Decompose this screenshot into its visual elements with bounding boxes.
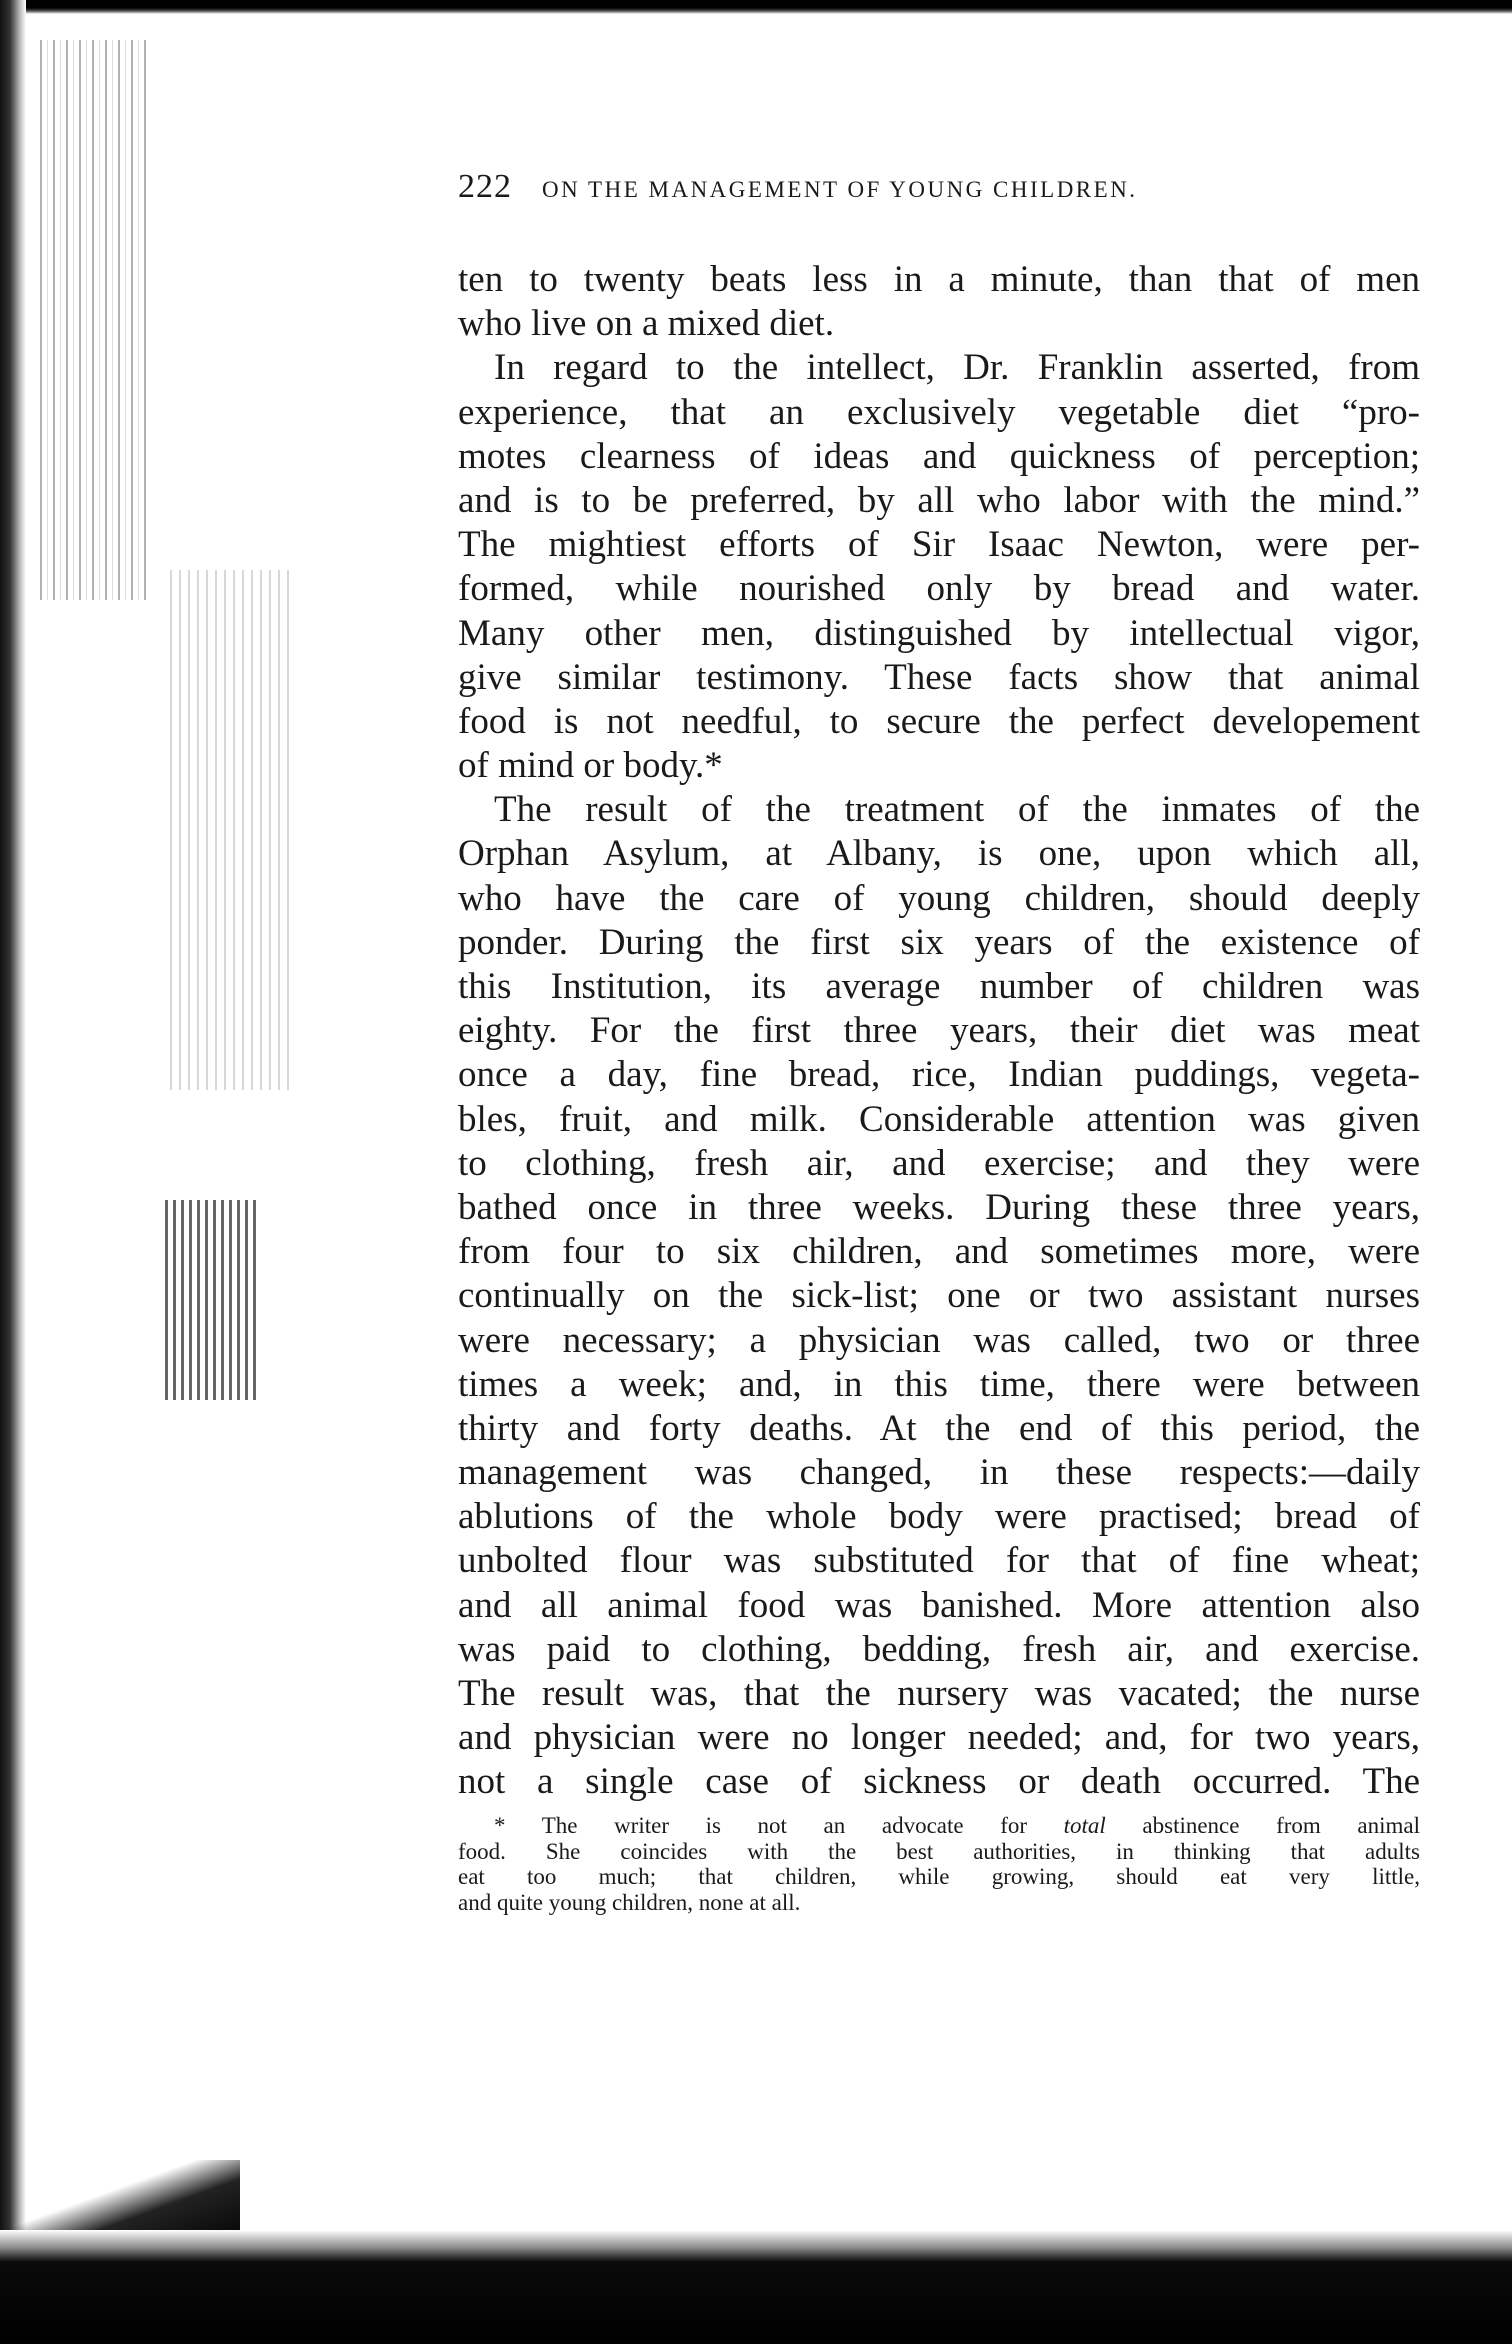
body-line: In regard to the intellect, Dr. Franklin asserted, from bbox=[494, 347, 1420, 389]
body-line: and physician were no longer needed; and, for two years, bbox=[458, 1717, 1420, 1759]
body-line: who live on a mixed diet. bbox=[458, 303, 835, 345]
footnote-emphasis: total bbox=[1063, 1813, 1106, 1838]
footnote-line: and quite young children, none at all. bbox=[458, 1889, 801, 1915]
body-line: give similar testimony. These facts show that animal bbox=[458, 656, 1420, 698]
body-line: thirty and forty deaths. At the end of this period, the bbox=[458, 1407, 1420, 1449]
show-through-marks-dark bbox=[165, 1200, 260, 1400]
body-line: once a day, fine bread, rice, Indian puddings, vegeta- bbox=[458, 1054, 1420, 1096]
body-line: were necessary; a physician was called, two or three bbox=[458, 1319, 1420, 1361]
body-line: Many other men, distinguished by intellectual vigor, bbox=[458, 612, 1420, 654]
body-line: to clothing, fresh air, and exercise; and they were bbox=[458, 1142, 1420, 1184]
footnote-line: food. She coincides with the best authorities, in thinking that adults bbox=[458, 1838, 1420, 1864]
footnote-rest: abstinence from animal bbox=[1142, 1813, 1420, 1838]
body-line: and all animal food was banished. More attention also bbox=[458, 1584, 1420, 1626]
body-line: The mightiest efforts of Sir Isaac Newton, were per- bbox=[458, 524, 1420, 566]
body-line: continually on the sick-list; one or two assistant nurses bbox=[458, 1275, 1420, 1317]
body-line: bles, fruit, and milk. Considerable attention was given bbox=[458, 1098, 1420, 1140]
scan-left-edge bbox=[0, 0, 26, 2344]
body-line: eighty. For the first three years, their diet was meat bbox=[458, 1010, 1420, 1052]
body-line: The result of the treatment of the inmates of the bbox=[494, 789, 1420, 831]
page-number: 222 bbox=[458, 168, 512, 205]
body-line: and is to be preferred, by all who labor with the mind.” bbox=[458, 479, 1420, 521]
body-line: management was changed, in these respects:—daily bbox=[458, 1452, 1420, 1494]
body-line: ponder. During the first six years of the existence of bbox=[458, 921, 1420, 963]
body-line: was paid to clothing, bedding, fresh air, and exercise. bbox=[458, 1628, 1420, 1670]
page-header bbox=[458, 168, 1418, 212]
body-line: experience, that an exclusively vegetable diet “pro- bbox=[458, 391, 1420, 433]
footnote-lead: The writer is not an advocate for bbox=[541, 1813, 1028, 1838]
body-line: unbolted flour was substituted for that of fine wheat; bbox=[458, 1540, 1420, 1582]
body-line: ablutions of the whole body were practised; bread of bbox=[458, 1496, 1420, 1538]
footnote bbox=[458, 1813, 1420, 1915]
body-line: not a single case of sickness or death occurred. The bbox=[458, 1761, 1420, 1803]
footnote-line: eat too much; that children, while growing, should eat very little, bbox=[458, 1864, 1420, 1889]
footnote-line bbox=[458, 1813, 1420, 1839]
body-line: formed, while nourished only by bread and water. bbox=[458, 568, 1420, 610]
body-text bbox=[458, 258, 1420, 1805]
binding-gutter-shadow bbox=[40, 40, 150, 600]
body-line: motes clearness of ideas and quickness of perception; bbox=[458, 435, 1420, 477]
footnote-marker: * bbox=[494, 1813, 506, 1838]
body-line: The result was, that the nursery was vacated; the nurse bbox=[458, 1673, 1420, 1714]
body-line: from four to six children, and sometimes more, were bbox=[458, 1231, 1420, 1273]
scan-top-edge bbox=[0, 0, 1512, 14]
body-line: bathed once in three weeks. During these three years, bbox=[458, 1186, 1420, 1228]
body-line: ten to twenty beats less in a minute, than that of men bbox=[458, 259, 1420, 300]
body-line: who have the care of young children, should deeply bbox=[458, 877, 1420, 919]
body-line: food is not needful, to secure the perfect developement bbox=[458, 700, 1420, 742]
show-through-marks bbox=[170, 570, 290, 1090]
body-line: Orphan Asylum, at Albany, is one, upon which all, bbox=[458, 833, 1420, 875]
body-line: this Institution, its average number of children was bbox=[458, 966, 1420, 1007]
body-line: times a week; and, in this time, there were between bbox=[458, 1363, 1420, 1405]
scan-bottom-edge bbox=[0, 2230, 1512, 2344]
body-line: of mind or body.* bbox=[458, 745, 723, 787]
running-title: ON THE MANAGEMENT OF YOUNG CHILDREN. bbox=[542, 177, 1138, 202]
